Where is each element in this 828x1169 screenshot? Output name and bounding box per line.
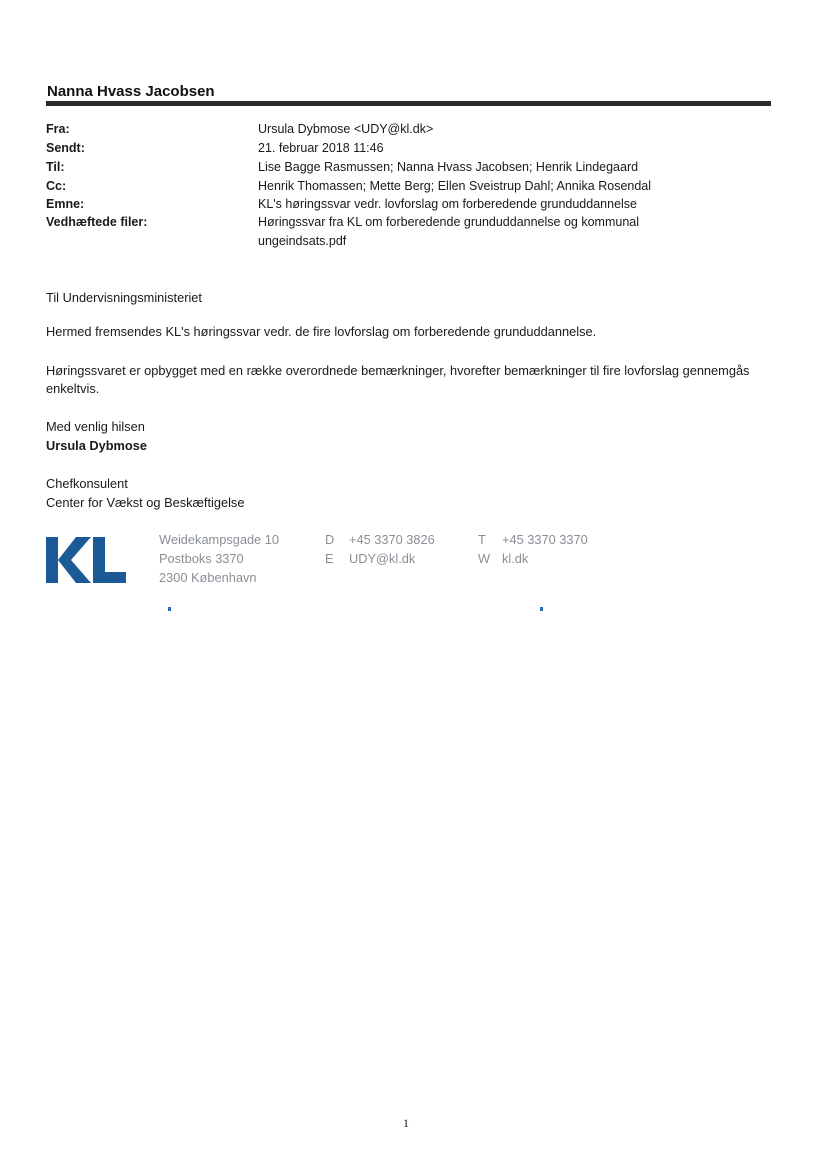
sender-name: Ursula Dybmose bbox=[46, 438, 147, 453]
sent-label: Sendt: bbox=[46, 141, 85, 155]
closing: Med venlig hilsen bbox=[46, 419, 145, 434]
email-key: E bbox=[325, 551, 334, 566]
to-value: Lise Bagge Rasmussen; Nanna Hvass Jacobsen; Henrik Lindegaard bbox=[258, 160, 639, 174]
website: kl.dk bbox=[502, 551, 529, 566]
scan-speck bbox=[540, 607, 543, 611]
header-rule bbox=[46, 101, 771, 106]
address-line-2: Postboks 3370 bbox=[159, 551, 244, 566]
from-value: Ursula Dybmose <UDY@kl.dk> bbox=[258, 122, 434, 136]
direct-phone-key: D bbox=[325, 532, 335, 547]
body-paragraph-2: Høringssvaret er opbygget med en række overordnede bemærkninger, hvorefter bemærkninger til fire lovforslag gennemgås enkeltvis. bbox=[46, 363, 750, 396]
attachments-label: Vedhæftede filer: bbox=[46, 215, 148, 229]
body-paragraph-1: Hermed fremsendes KL's høringssvar vedr. de fire lovforslag om forberedende grunduddannelse. bbox=[46, 324, 597, 339]
address-line-3: 2300 København bbox=[159, 570, 257, 585]
scan-speck bbox=[168, 607, 171, 611]
attachments-value-line1: Høringssvar fra KL om forberedende grunduddannelse og kommunal bbox=[258, 215, 639, 229]
address-line-1: Weidekampsgade 10 bbox=[159, 532, 279, 547]
cc-label: Cc: bbox=[46, 179, 67, 193]
from-label: Fra: bbox=[46, 122, 70, 136]
cc-value: Henrik Thomassen; Mette Berg; Ellen Sveistrup Dahl; Annika Rosendal bbox=[258, 179, 652, 193]
subject-value: KL's høringssvar vedr. lovforslag om forberedende grunduddannelse bbox=[258, 197, 637, 211]
attachments-value-line2: ungeindsats.pdf bbox=[258, 234, 347, 248]
printer-name: Nanna Hvass Jacobsen bbox=[47, 83, 215, 100]
sent-value: 21. februar 2018 11:46 bbox=[258, 141, 384, 155]
web-key: W bbox=[478, 551, 491, 566]
direct-phone: +45 3370 3826 bbox=[349, 532, 435, 547]
subject-label: Emne: bbox=[46, 197, 85, 211]
phone-key: T bbox=[478, 532, 486, 547]
to-label: Til: bbox=[46, 160, 65, 174]
sender-department: Center for Vækst og Beskæftigelse bbox=[46, 495, 245, 510]
kl-logo-icon bbox=[46, 537, 126, 583]
email-address: UDY@kl.dk bbox=[349, 551, 416, 566]
sender-title: Chefkonsulent bbox=[46, 476, 128, 491]
page-number: 1 bbox=[403, 1116, 409, 1130]
main-phone: +45 3370 3370 bbox=[502, 532, 588, 547]
greeting: Til Undervisningsministeriet bbox=[46, 290, 202, 305]
